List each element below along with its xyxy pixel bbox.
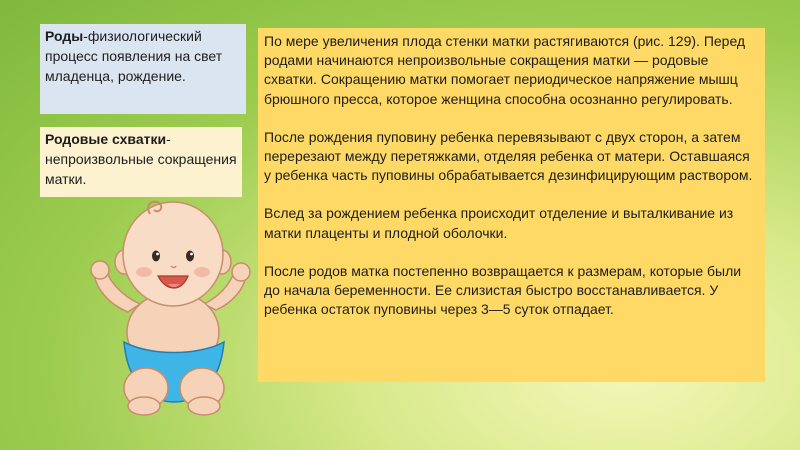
definition-box-birth [40, 24, 246, 114]
paragraph-2: После рождения пуповину ребенка перевязывают с двух сторон, а затем перерезают между перетяжками, отделяя ребенка от матери. Оставшаяся у ребенка часть пуповины обрабатывается дезинфицирующим раствором. [264, 128, 753, 184]
baby-right-hand [232, 263, 250, 281]
definition-contractions: -непроизвольные сокращения матки. [45, 131, 237, 187]
baby-right-foot [188, 397, 220, 415]
paragraph-3: Вслед за рождением ребенка происходит отделение и выталкивание из матки плаценты и плодной оболочки. [264, 205, 734, 241]
term-contractions: Родовые схватки [45, 131, 167, 147]
paragraph-4: После родов матка постепенно возвращается к размерам, которые были до начала беременности. Ее слизистая быстро восстанавливается. У ребенка остаток пуповины через 3—5 суток отпадает. [264, 262, 742, 318]
definition-birth: -физиологический процесс появления на свет младенца, рождение. [45, 28, 223, 84]
main-text-box [258, 28, 765, 382]
paragraph-1: По мере увеличения плода стенки матки растягиваются (рис. 129). Перед родами начинаются непроизвольные сокращения матки — родовые схватки. Сокращению матки помогает периодическое напряжение мышц брюшного пресса, которое женщина способна осознанно регулировать. [264, 33, 746, 107]
baby-left-cheek [136, 267, 152, 277]
baby-head [123, 202, 223, 306]
baby-left-foot [128, 397, 160, 415]
term-birth: Роды [45, 28, 84, 44]
baby-right-eye [186, 251, 194, 262]
baby-illustration [88, 192, 258, 420]
definition-box-contractions [40, 127, 242, 197]
baby-left-hand [91, 261, 109, 279]
baby-left-eye [152, 251, 160, 262]
baby-right-cheek [194, 267, 210, 277]
